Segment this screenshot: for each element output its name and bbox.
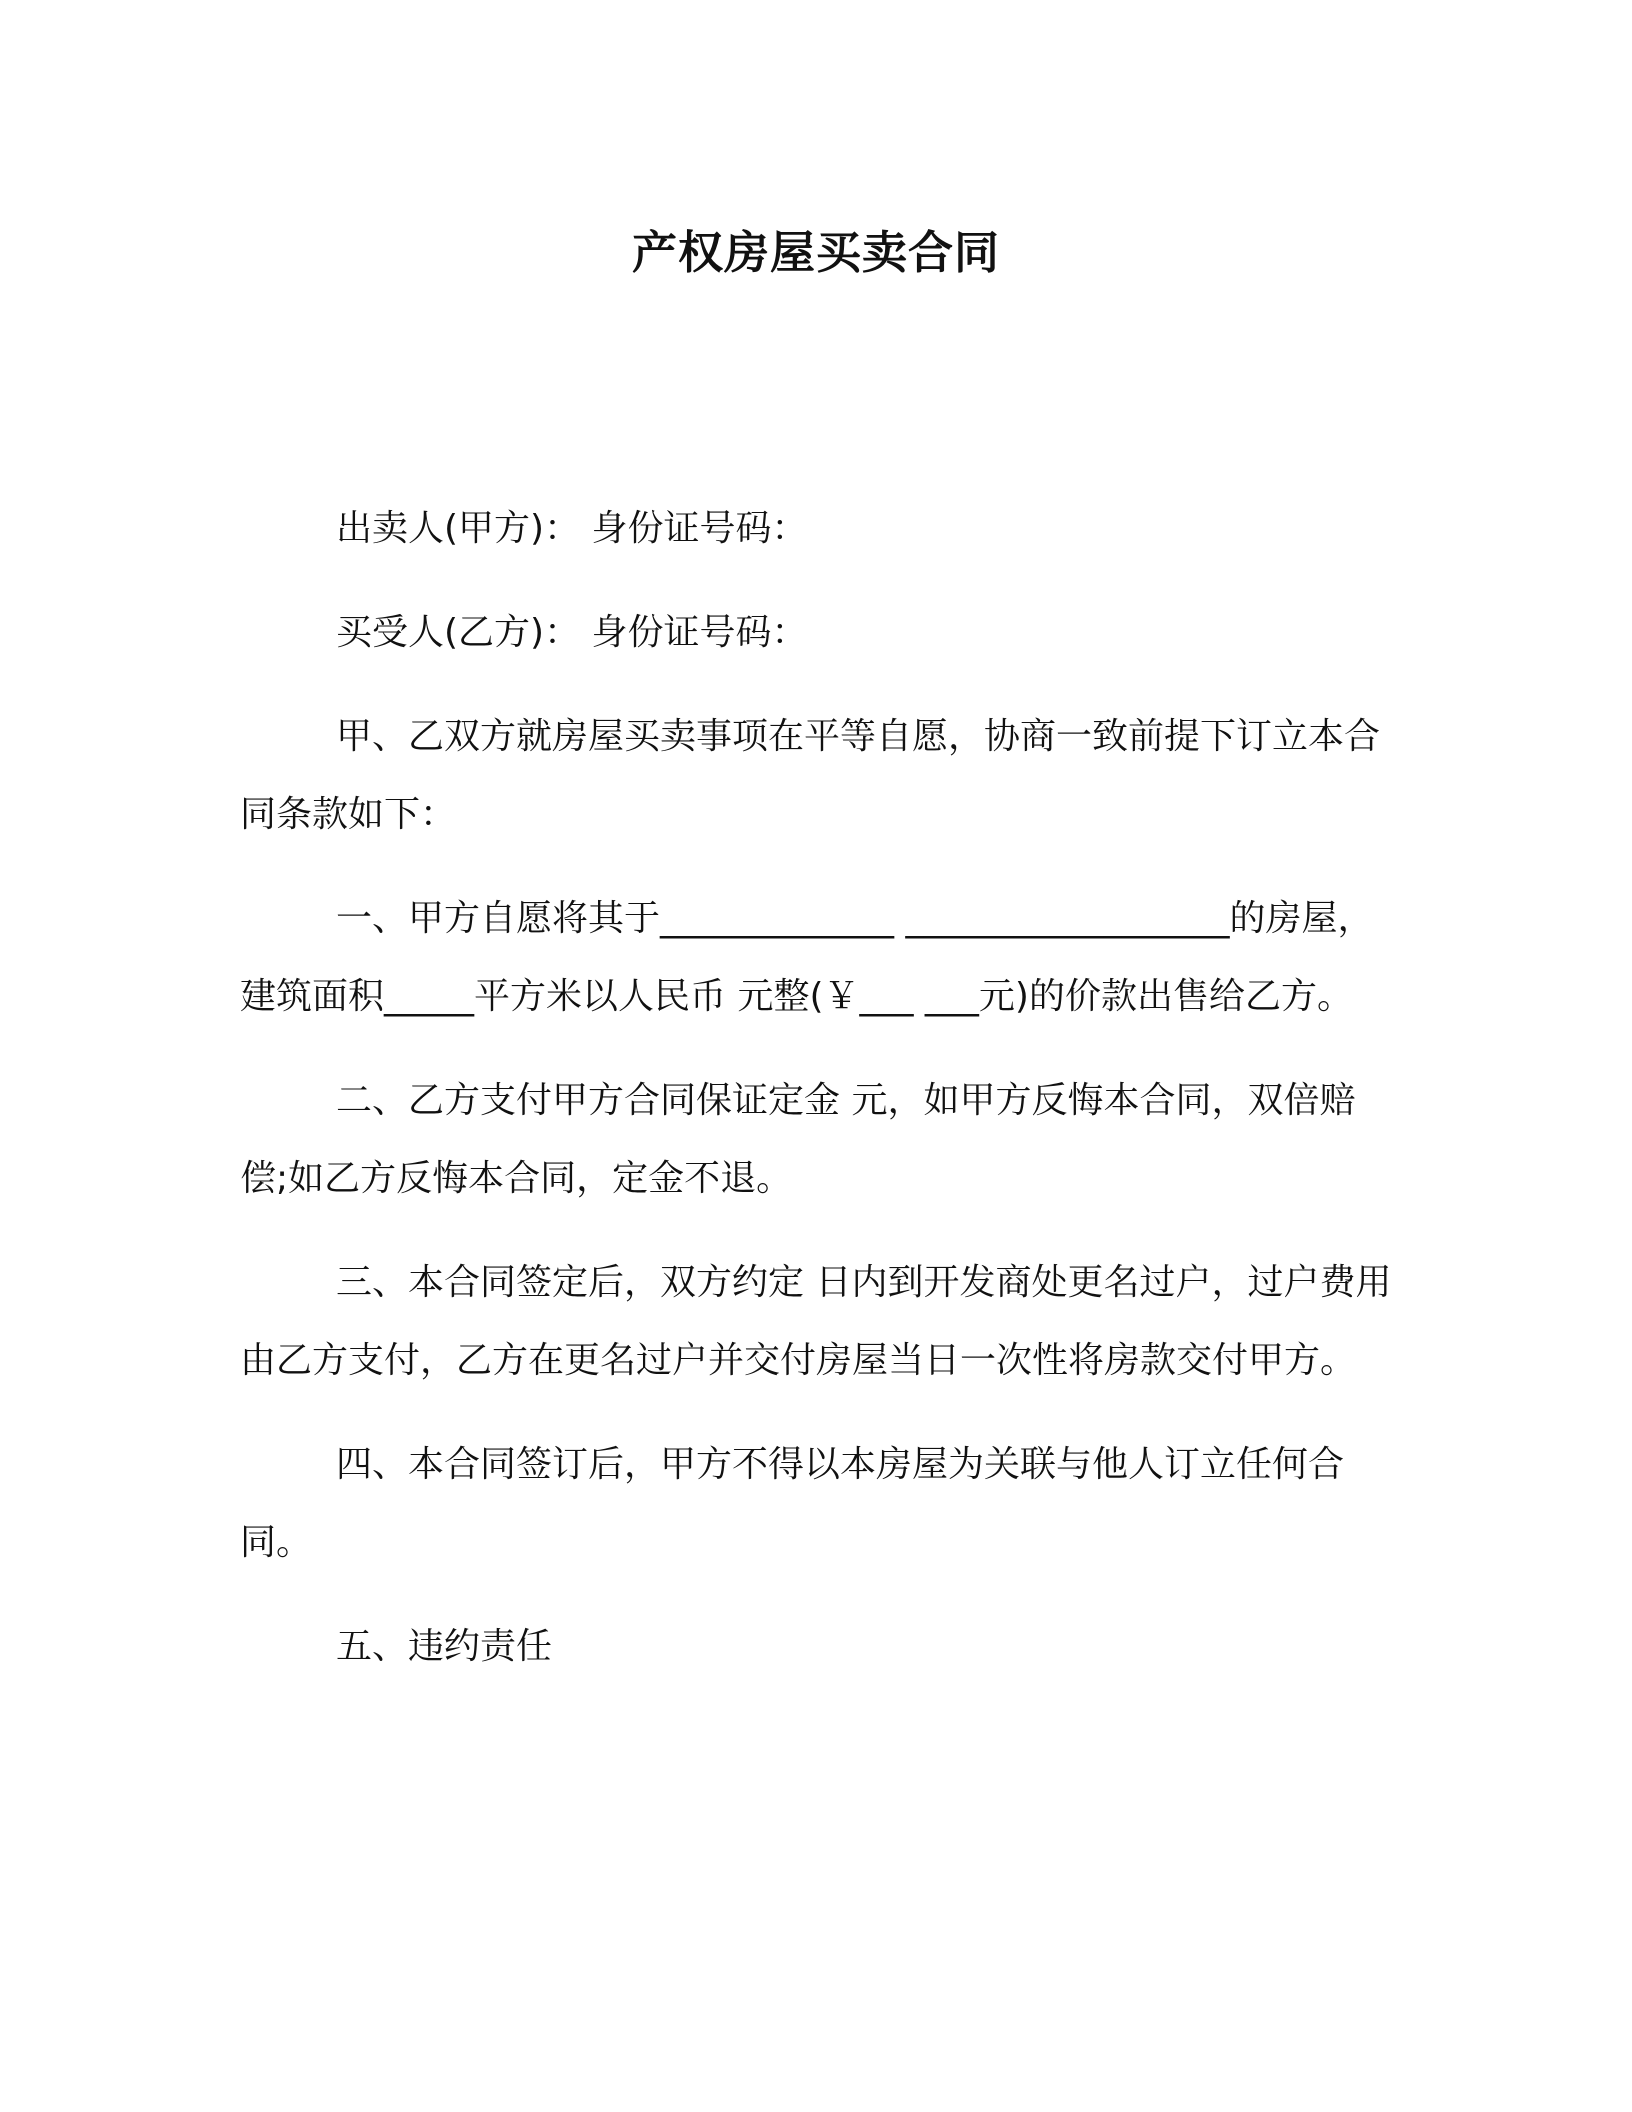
seller-line: 出卖人(甲方)： 身份证号码： <box>336 508 808 549</box>
clause-1: 一、甲方自愿将其于_____________ __________________的房屋，建筑面积_____平方米以人民币 元整(￥___ ___元)的价款出售给乙方。 <box>240 898 1374 1017</box>
clause-4: 四、本合同签订后，甲方不得以本房屋为关联与他人订立任何合同。 <box>240 1444 1345 1563</box>
clause-3: 三、本合同签定后，双方约定 日内到开发商处更名过户，过户费用由乙方支付，乙方在更名过户并交付房屋当日一次性将房款交付甲方。 <box>240 1262 1392 1381</box>
clause-2: 二、乙方支付甲方合同保证定金 元，如甲方反悔本合同，双倍赔偿;如乙方反悔本合同，定金不退。 <box>240 1080 1356 1199</box>
document-body <box>240 490 1400 1712</box>
clause-5-heading: 五、违约责任 <box>336 1626 553 1667</box>
buyer-line: 买受人(乙方)： 身份证号码： <box>336 612 808 653</box>
document-title: 产权房屋买卖合同 <box>631 226 1000 279</box>
preamble-paragraph: 甲、乙双方就房屋买卖事项在平等自愿，协商一致前提下订立本合同条款如下： <box>240 716 1381 835</box>
